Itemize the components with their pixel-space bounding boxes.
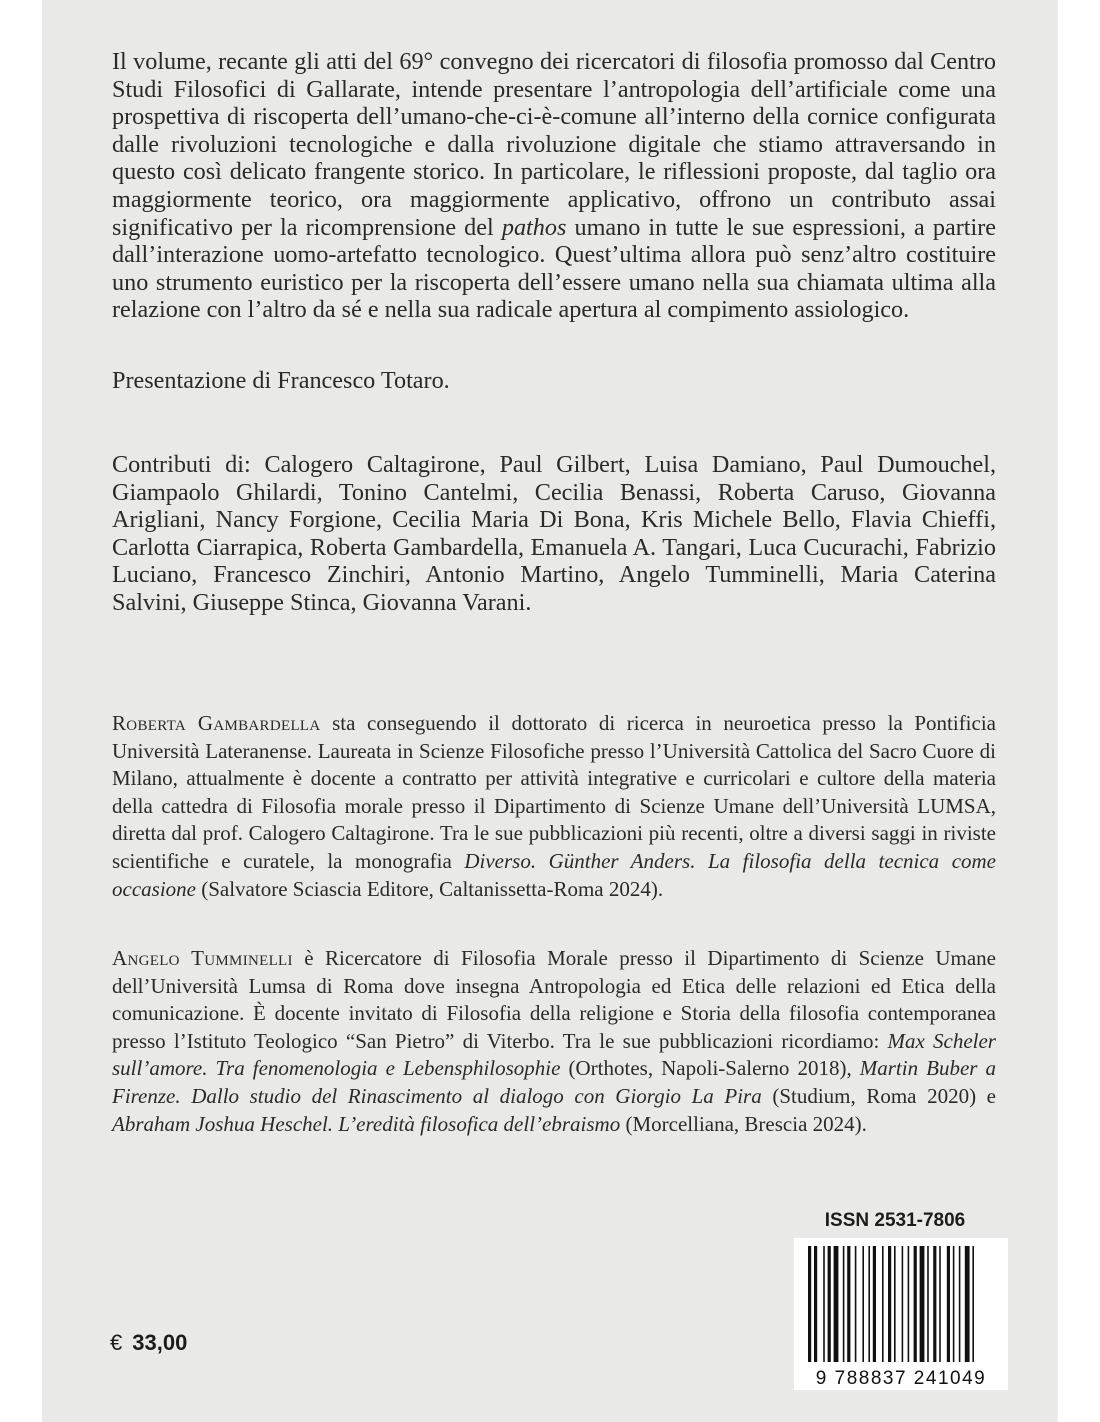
barcode-bar [965,1246,970,1362]
bio-book-title: Martin Buber a Firenze. Dallo studio del Rinascimento al dialogo con Giorgio La Pira [112,1056,997,1108]
bio-text: (Salvatore Sciascia Editore, Caltanissetta-Roma 2024). [195,876,664,901]
bio-text: (Morcelliana, Brescia 2024). [620,1111,867,1136]
right-margin-strip [1058,0,1100,1422]
contributors-list [112,451,996,617]
barcode-bar [847,1246,850,1362]
author-name: Angelo Tumminelli [112,946,293,970]
price [110,1330,187,1356]
barcode-bar [947,1246,950,1362]
barcode-bar [953,1246,955,1362]
bio-book-title: Max Scheler sull’amore. Tra fenomenologia e Lebensphilosophie [112,1028,996,1081]
barcode-bar [814,1246,817,1362]
barcode-bar [920,1246,925,1362]
presentation-line [112,367,996,395]
bio-paragraph [112,710,996,903]
barcode-bar [939,1246,941,1362]
bio-text: (Orthotes, Napoli-Salerno 2018), [560,1056,860,1081]
bio-text: (Studium, Roma 2020) e [761,1083,996,1108]
description-italic-term: pathos [501,213,567,241]
barcode-graphic [794,1238,1008,1390]
barcode-bar [828,1246,831,1362]
book-description [112,48,996,324]
issn-label: ISSN 2531-7806 [824,1210,966,1231]
barcode-bar [843,1246,845,1362]
author-name: Roberta Gambardella [112,711,321,735]
barcode-bar [959,1246,961,1362]
description-text: Il volume, recante gli atti del 69° convegno dei ricercatori di filosofia promosso dal Centro Studi Filosofici di Gallarate, intende presentare l’antropologia dell’artificiale come una prospettiva di riscoperta dell’umano-che-ci-è-comune all’interno della cornice configurata dalle rivoluzioni tecnologiche e dalla rivoluzione digitale che stiamo attraversando in questo così delicato frangente storico. In particolare, le riflessioni proposte, dal taglio ora maggiormente teorico, ora maggiormente applicativo, offrono un contributo assai significativo per la ricomprensione del [112,48,996,241]
barcode-bar [902,1246,904,1362]
price-value: 33,00 [132,1330,188,1355]
bio-paragraph [112,945,996,1138]
barcode-bar [927,1246,929,1362]
barcode-bar [888,1246,891,1362]
barcode-bar [834,1246,839,1362]
back-cover [42,0,1058,1422]
bio-book-title: Diverso. Günther Anders. La filosofia della tecnica come occasione [112,848,996,901]
presentation-text: Presentazione di Francesco Totaro. [112,367,450,394]
barcode-bar [908,1246,910,1362]
barcode-digits: 9 788837 241049 [815,1368,987,1389]
description-paragraph [112,48,996,324]
euro-symbol: € [110,1330,123,1355]
barcode-bar [873,1246,876,1362]
barcode-bar [933,1246,936,1362]
bio-text: è Ricercatore di Filosofia Morale presso il Dipartimento di Scienze Umane dell’Università Lumsa di Roma dove insegna Antropologia ed Etica delle relazioni ed Etica della comunicazione. È docente invitato di Filosofia della religione e Storia della filosofia contemporanea presso l’Istituto Teologico “San Pietro” di Viterbo. Tra le sue pubblicazioni ricordiamo: [112,946,997,1053]
barcode-bar [972,1246,974,1362]
barcode-bar [808,1246,811,1362]
author-bio-tumminelli [112,945,996,1138]
barcode-bar [882,1246,884,1362]
author-bio-gambardella [112,710,996,903]
barcode-bar [914,1246,917,1362]
left-margin-strip [0,0,42,1422]
barcode-bar [823,1246,825,1362]
contributors-text: Contributi di: Calogero Caltagirone, Paul Gilbert, Luisa Damiano, Paul Dumouchel, Giampaolo Ghilardi, Tonino Cantelmi, Cecilia Benassi, Roberta Caruso, Giovanna Arigliani, Nancy Forgione, Cecilia Maria Di Bona, Kris Michele Bello, Flavia Chieffi, Carlotta Ciarrapica, Roberta Gambardella, Emanuela A. Tangari, Luca Cucurachi, Fabrizio Luciano, Francesco Zinchiri, Antonio Martino, Angelo Tumminelli, Maria Caterina Salvini, Giuseppe Stinca, Giovanna Varani. [112,451,996,616]
bio-book-title: Abraham Joshua Heschel. L’eredità filosofica dell’ebraismo [112,1111,621,1136]
bio-text: sta conseguendo il dottorato di ricerca in neuroetica presso la Pontificia Università Lateranense. Laureata in Scienze Filosofiche presso l’Università Cattolica del Sacro Cuore di Milano, attualmente è docente a contratto per attività integrative e curricolari e cultore della materia della cattedra di Filosofia morale presso il Dipartimento di Scienze Umane dell’Università LUMSA, diretta dal prof. Calogero Caltagirone. Tra le sue pubblicazioni più recenti, oltre a diversi saggi in riviste scientifiche e curatele, la monografia [112,711,996,873]
barcode-bar [894,1246,896,1362]
description-text-end: umano in tutte le sue espressioni, a partire dall’interazione uomo-artefatto tecnologico. Quest’ultima allora può senz’altro costituire uno strumento euristico per la riscoperta dell’essere umano nella sua chiamata ultima alla relazione con l’altro da sé e nella sua radicale apertura al compimento assiologico. [112,213,996,324]
isbn-barcode [794,1238,1008,1390]
barcode-bar [862,1246,864,1362]
barcode-bar [868,1246,870,1362]
barcode-bar [855,1246,857,1362]
